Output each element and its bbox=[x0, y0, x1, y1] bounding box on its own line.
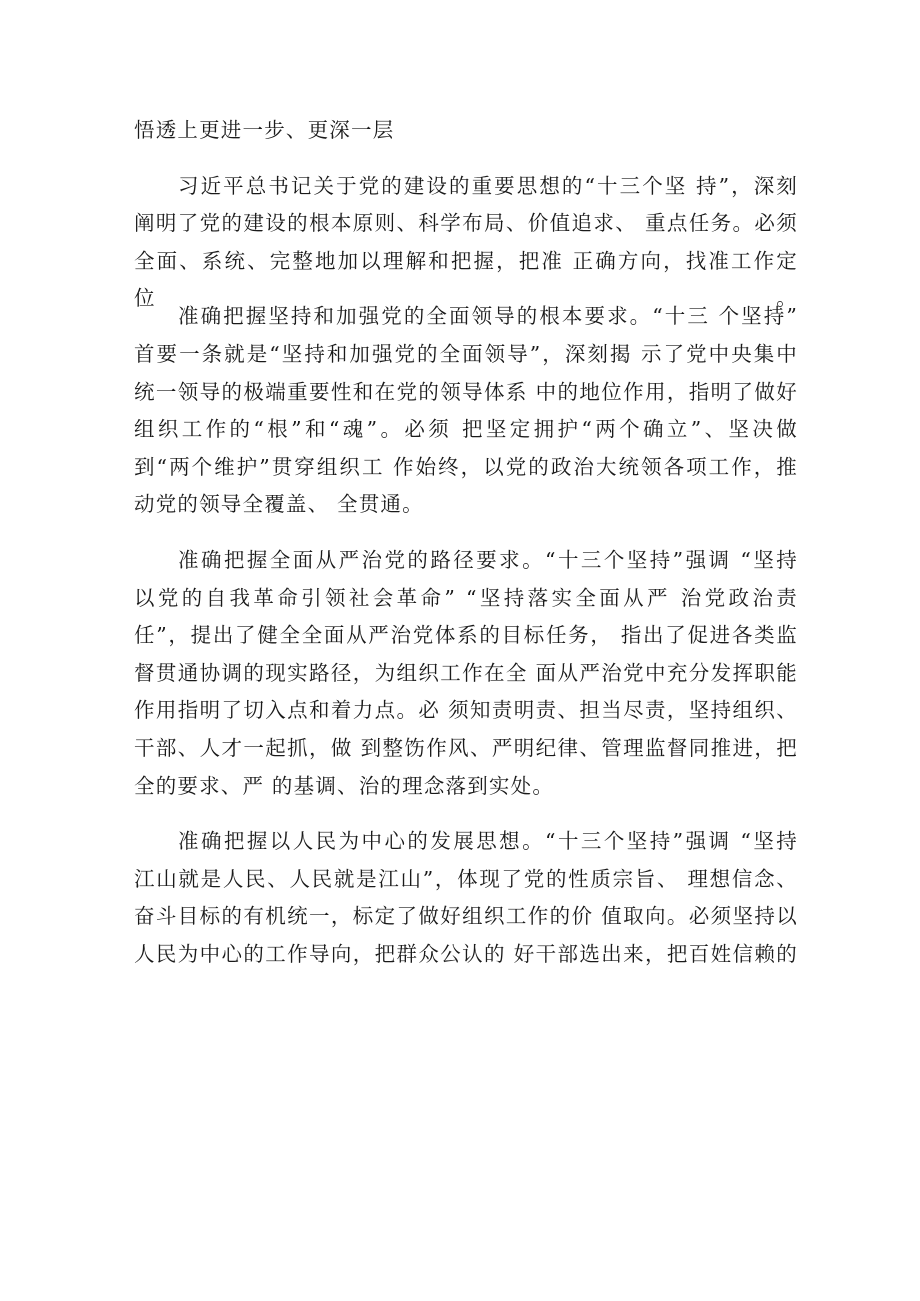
text-line: 人民为中心的工作导向，把群众公认的 好干部选出来，把百姓信赖的 bbox=[134, 941, 798, 966]
text-line: 任”，提出了健全全面从严治党体系的目标任务， 指出了促进各类监 bbox=[134, 623, 798, 648]
text-line: 阐明了党的建设的根本原则、科学布局、价值追求、 重点任务。必须 bbox=[134, 211, 798, 236]
paragraph-party-leadership bbox=[134, 298, 798, 524]
document-body bbox=[134, 112, 798, 973]
text-line: 到“两个维护”贯穿组织工 作始终，以党的政治大统领各项工作，推 bbox=[134, 454, 798, 479]
paragraph-people-centered bbox=[134, 823, 798, 973]
text-line: 干部、人才一起抓，做 到整饬作风、严明纪律、管理监督同推进，把 bbox=[134, 735, 798, 760]
text-line: 统一领导的极端重要性和在党的领导体系 中的地位作用，指明了做好 bbox=[134, 379, 798, 404]
paragraph-continuation bbox=[134, 112, 798, 150]
text-line: 准确把握坚持和加强党的全面领导的根本要求。“十三 个坚持” bbox=[178, 304, 798, 329]
text-line: 准确把握以人民为中心的发展思想。“十三个坚持”强调 “坚持 bbox=[178, 829, 798, 854]
text-line: 督贯通协调的现实路径，为组织工作在全 面从严治党中充分发挥职能 bbox=[134, 660, 798, 685]
text-line: 江山就是人民、人民就是江山”，体现了党的性质宗旨、 理想信念、 bbox=[134, 866, 798, 891]
text-line: 动党的领导全覆盖、 全贯通。 bbox=[134, 492, 424, 517]
paragraph-strict-governance bbox=[134, 542, 798, 805]
text-line: 组织工作的“根”和“魂”。必须 把坚定拥护“两个确立”、坚决做 bbox=[134, 417, 798, 442]
text-line: 全面、系统、完整地加以理解和把握，把准 正确方向，找准工作定位。 bbox=[134, 248, 798, 311]
text-line: 作用指明了切入点和着力点。必 须知责明责、担当尽责，坚持组织、 bbox=[134, 698, 798, 723]
paragraph-thirteen-adherences bbox=[134, 168, 798, 311]
text-line: 习近平总书记关于党的建设的重要思想的“十三个坚 持”，深刻 bbox=[178, 173, 798, 198]
text-line: 奋斗目标的有机统一，标定了做好组织工作的价 值取向。必须坚持以 bbox=[134, 904, 798, 929]
text-line: 首要一条就是“坚持和加强党的全面领导”，深刻揭 示了党中央集中 bbox=[134, 341, 798, 366]
text-line: 全的要求、严 的基调、治的理念落到实处。 bbox=[134, 773, 555, 798]
text-line: 准确把握全面从严治党的路径要求。“十三个坚持”强调 “坚持 bbox=[178, 547, 798, 572]
text-line: 悟透上更进一步、更深一层 bbox=[134, 118, 395, 142]
text-line: 以党的自我革命引领社会革命” “坚持落实全面从严 治党政治责 bbox=[134, 585, 798, 610]
